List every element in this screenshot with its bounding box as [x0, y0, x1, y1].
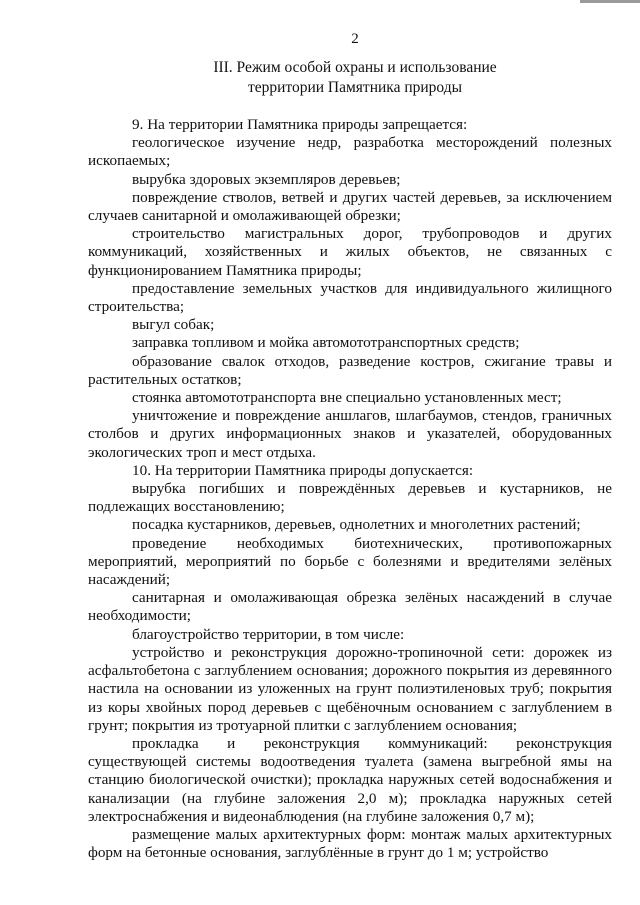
paragraph: размещение малых архитектурных форм: монтаж малых архитектурных форм на бетонные основания, заглублённые в грунт до 1 м; устройство [88, 825, 612, 862]
paragraph: заправка топливом и мойка автомототранспортных средств; [132, 334, 520, 352]
paragraph: устройство и реконструкция дорожно-тропиночной сети: дорожек из асфальтобетона с заглублением основания; дорожного покрытия из деревянного настила на основании из уложенных на грунт полиэтиленовых труб; покрытия из коры хвойных пород деревьев с щебёночным основанием с заглублением в грунт; покрытия из тротуарной плитки с заглублением основания; [88, 643, 612, 734]
section-title-line-2: территории Памятника природы [247, 79, 463, 96]
page-number: 2 [351, 31, 359, 47]
document-body [88, 116, 612, 862]
paragraph: вырубка здоровых экземпляров деревьев; [132, 170, 401, 188]
section-title-line-1: III. Режим особой охраны и использование [213, 59, 497, 76]
paragraph: вырубка погибших и повреждённых деревьев и кустарников, не подлежащих восстановлению; [88, 480, 612, 516]
paragraph: уничтожение и повреждение аншлагов, шлагбаумов, стендов, граничных столбов и других информационных знаков и указателей, оборудованных экологических троп и мест отдыха. [88, 407, 612, 461]
paragraph: образование свалок отходов, разведение костров, сжигание травы и растительных остатков; [88, 352, 612, 388]
paragraph: выгул собак; [132, 316, 215, 334]
paragraph: благоустройство территории, в том числе: [132, 625, 405, 643]
paragraph: повреждение стволов, ветвей и других частей деревьев, за исключением случаев санитарной и омолаживающей обрезки; [88, 188, 612, 225]
paragraph: посадка кустарников, деревьев, однолетних и многолетних растений; [132, 516, 581, 534]
paragraph: предоставление земельных участков для индивидуального жилищного строительства; [88, 279, 612, 316]
paragraph: строительство магистральных дорог, трубопроводов и других коммуникаций, хозяйственных и жилых объектов, не связанных с функционированием Памятника природы; [88, 225, 612, 279]
paragraph: стоянка автомототранспорта вне специально установленных мест; [132, 389, 562, 407]
paragraph: санитарная и омолаживающая обрезка зелёных насаждений в случае необходимости; [88, 589, 612, 625]
paragraph: геологическое изучение недр, разработка месторождений полезных ископаемых; [88, 134, 612, 170]
scan-corner-mark [580, 0, 640, 3]
section-title [0, 58, 640, 98]
paragraph: 10. На территории Памятника природы допускается: [132, 461, 474, 479]
paragraph: 9. На территории Памятника природы запрещается: [132, 116, 468, 133]
paragraph: прокладка и реконструкция коммуникаций: реконструкция существующей системы водоотведения туалета (замена выгребной ямы на станцию биологической очистки); прокладка наружных сетей водоснабжения и канализации (на глубине заложения 2,0 м); прокладка наружных сетей электроснабжения и видеонаблюдения (на глубине заложения 0,7 м); [88, 734, 612, 825]
paragraph: проведение необходимых биотехнических, противопожарных мероприятий, мероприятий по борьбе с болезнями и вредителями зелёных насаждений; [88, 534, 612, 589]
